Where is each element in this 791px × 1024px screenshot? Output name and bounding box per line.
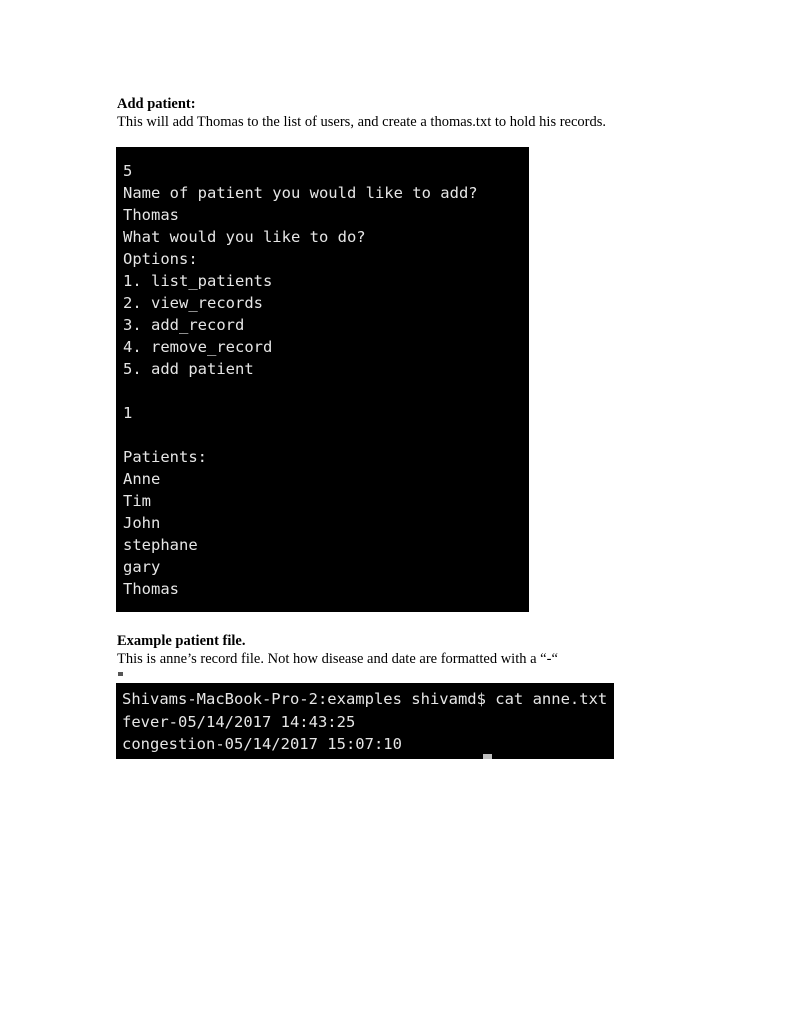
terminal-line: John [123,514,161,532]
add-patient-description: This will add Thomas to the list of users, and create a thomas.txt to hold his records. [117,114,607,130]
terminal-line: Thomas [123,206,179,224]
terminal-line: 2. view_records [123,294,263,312]
terminal-line: 1 [123,404,133,422]
terminal-line: stephane [123,536,198,554]
terminal-line: Shivams-MacBook-Pro-2:examples shivamd$ cat anne.txt [122,690,608,708]
terminal-line: gary [123,558,161,576]
terminal-line: Patients: [123,448,207,466]
add-patient-heading: Add patient: [117,96,196,112]
example-file-description: This is anne’s record file. Not how disease and date are formatted with a “-“ [117,651,558,667]
terminal-line: 4. remove_record [123,338,273,356]
terminal-line: Tim [123,492,151,510]
terminal-cursor [483,754,492,759]
terminal-line [123,424,529,446]
terminal-line: 5 [123,162,133,180]
terminal-screenshot-patient-file [116,683,614,759]
terminal-line [123,380,529,402]
terminal-line: fever-05/14/2017 14:43:25 [122,712,356,731]
terminal-line: What would you like to do? [123,228,366,246]
terminal-line: 5. add patient [123,360,254,378]
terminal-line: 1. list_patients [123,272,273,290]
terminal-line: Name of patient you would like to add? [123,184,478,202]
terminal-line: congestion-05/14/2017 15:07:10 [122,735,402,753]
terminal-line: 3. add_record [123,316,245,334]
terminal-line: Options: [123,250,198,268]
terminal-line: Anne [123,470,161,488]
terminal-line: Thomas [123,580,179,598]
example-file-heading: Example patient file. [117,633,246,649]
terminal-screenshot-add-patient [116,147,529,612]
cropped-text-fragment [118,672,123,676]
